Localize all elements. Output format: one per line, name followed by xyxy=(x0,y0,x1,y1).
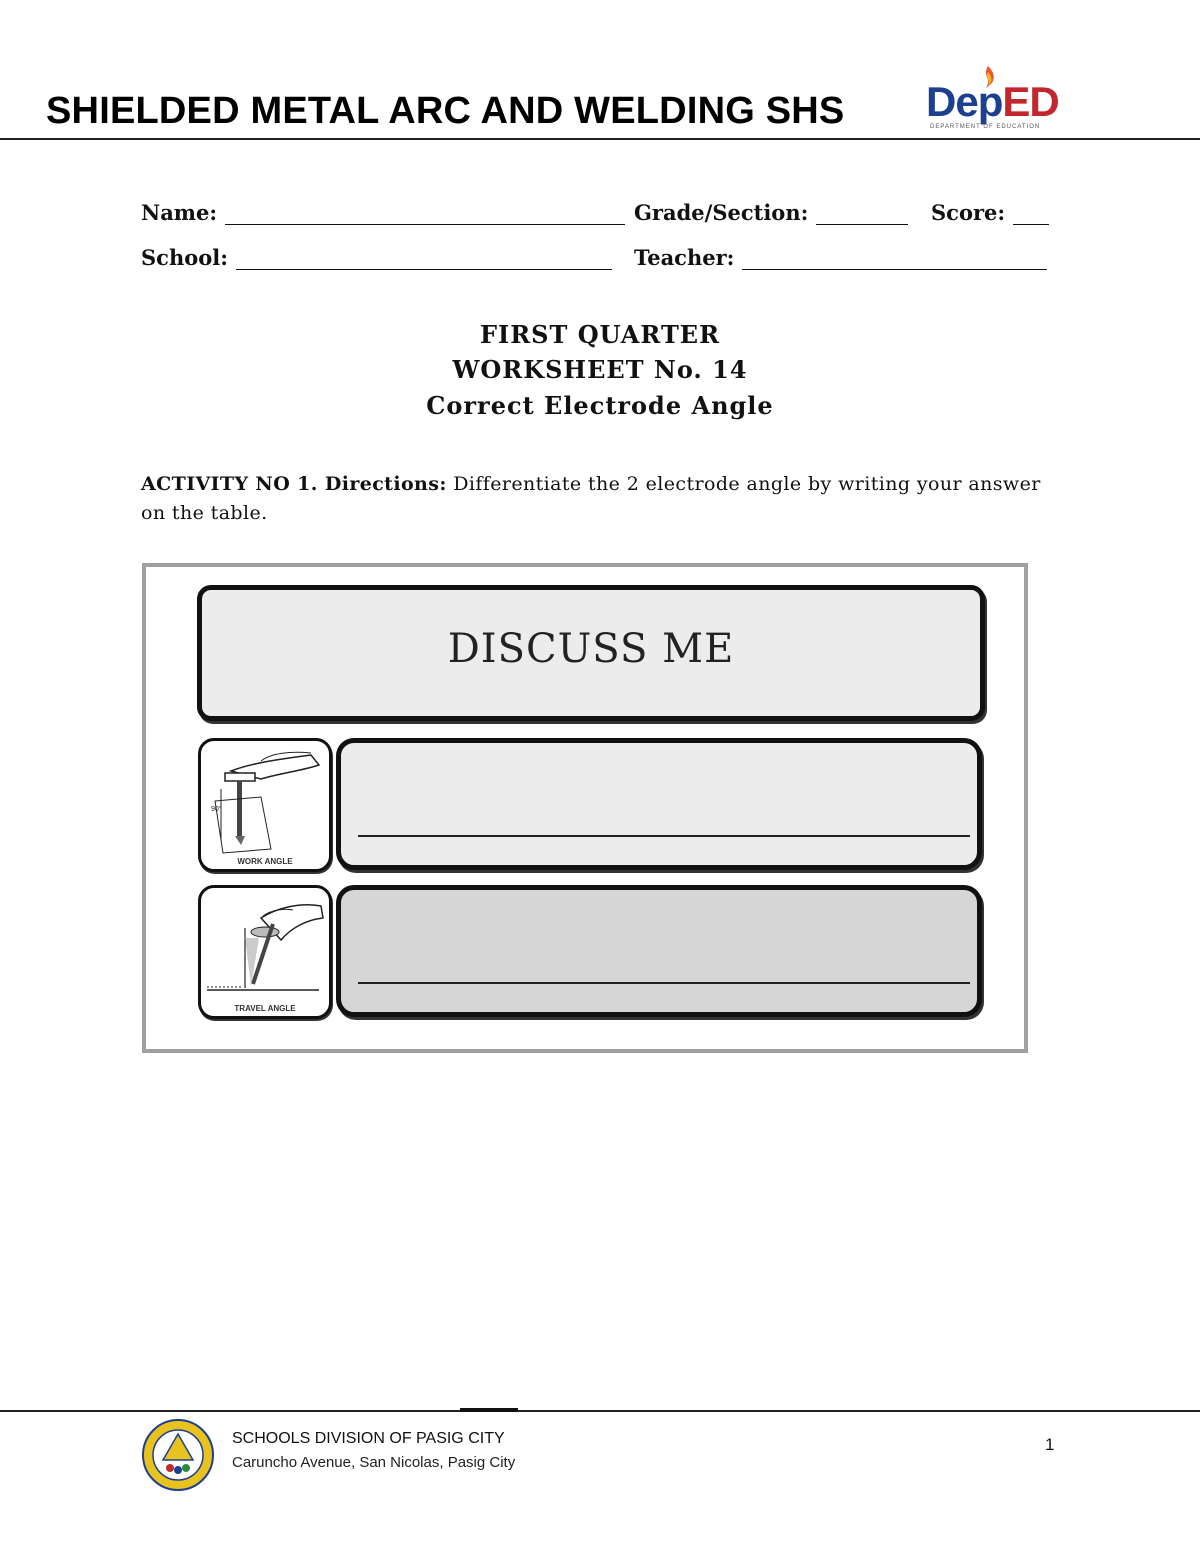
travel-angle-caption: TRAVEL ANGLE xyxy=(234,1004,296,1013)
work-angle-caption: WORK ANGLE xyxy=(237,857,293,866)
score-field xyxy=(931,200,1049,225)
work-angle-illustration-icon xyxy=(201,741,329,869)
deped-logo-tagline: DEPARTMENT OF EDUCATION xyxy=(930,124,1041,130)
quarter-title: FIRST QUARTER xyxy=(479,320,721,349)
footer-organization: SCHOOLS DIVISION OF PASIG CITY xyxy=(232,1430,505,1447)
school-label: School: xyxy=(141,245,228,270)
grade-section-label: Grade/Section: xyxy=(634,200,809,225)
travel-angle-answer-box[interactable] xyxy=(336,885,982,1017)
grade-section-blank[interactable] xyxy=(816,204,908,225)
activity-directions xyxy=(141,470,1071,528)
travel-angle-answer-line xyxy=(358,982,970,984)
page-number: 1 xyxy=(1045,1435,1055,1454)
deped-logo xyxy=(922,62,1062,136)
work-angle-image-box xyxy=(198,738,332,872)
footer-divider-accent xyxy=(460,1408,518,1412)
work-angle-answer-line xyxy=(358,835,970,837)
footer-divider xyxy=(0,1410,1200,1412)
school-field xyxy=(141,245,612,270)
score-blank[interactable] xyxy=(1013,204,1049,225)
activity-heading: ACTIVITY NO 1. Directions: xyxy=(141,473,447,495)
travel-angle-image-box xyxy=(198,885,332,1019)
school-blank[interactable] xyxy=(236,249,612,270)
svg-text:90°: 90° xyxy=(211,806,222,813)
pasig-division-seal-icon xyxy=(141,1418,215,1492)
teacher-field xyxy=(634,245,1047,270)
name-field xyxy=(141,200,625,225)
grade-section-field xyxy=(634,200,908,225)
topic-title: Correct Electrode Angle xyxy=(426,391,774,420)
teacher-label: Teacher: xyxy=(634,245,735,270)
document-header-title: SHIELDED METAL ARC AND WELDING SHS xyxy=(46,90,845,132)
score-label: Score: xyxy=(931,200,1006,225)
footer-address: Caruncho Avenue, San Nicolas, Pasig City xyxy=(232,1454,516,1471)
discuss-me-label: DISCUSS ME xyxy=(447,626,735,672)
teacher-blank[interactable] xyxy=(742,249,1047,270)
work-angle-answer-box[interactable] xyxy=(336,738,982,870)
name-blank[interactable] xyxy=(225,204,625,225)
directions-text: Differentiate the 2 electrode angle by writing your answer on the table. xyxy=(141,473,1041,524)
name-label: Name: xyxy=(141,200,218,225)
header-divider xyxy=(0,138,1200,140)
deped-logo-text: DepED xyxy=(926,78,1059,125)
travel-angle-illustration-icon xyxy=(201,888,329,1016)
worksheet-title: WORKSHEET No. 14 xyxy=(452,355,748,384)
